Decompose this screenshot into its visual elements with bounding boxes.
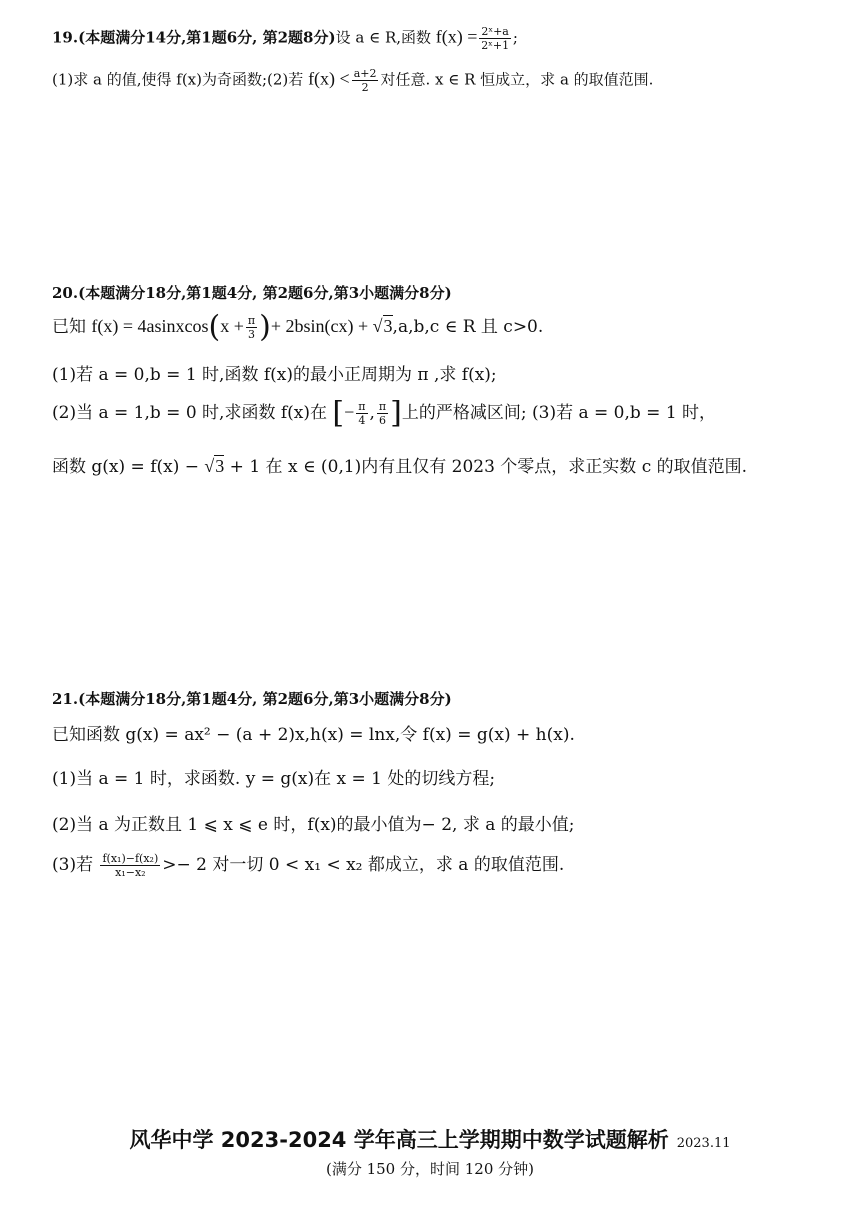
q21-part3 bbox=[52, 850, 564, 878]
q20-pi-num: π bbox=[247, 314, 256, 327]
q21-header: 21.(本题满分18分,第1题4分, 第2题6分,第3小题满分8分) bbox=[52, 690, 452, 708]
q20-interval-right-num: π bbox=[378, 400, 387, 413]
q21-fraction-denominator: x₁−x₂ bbox=[115, 866, 146, 879]
q19-header-line bbox=[52, 26, 518, 51]
q20-interval-right-den: 6 bbox=[379, 414, 387, 427]
q21-part3-b: >− 2 对一切 0 < x₁ < x₂ 都成立，求 a 的取值范围. bbox=[162, 855, 565, 875]
q19-bound-denominator: 2 bbox=[361, 81, 369, 94]
q20-pi-third bbox=[246, 315, 257, 340]
q19-intro-end: ; bbox=[512, 28, 518, 47]
q19-header: 19.(本题满分14分,第1题6分, 第2题8分) bbox=[52, 28, 336, 47]
q19-bound-fraction bbox=[352, 68, 379, 93]
q20-part3 bbox=[52, 452, 747, 477]
q20-given-sqrt: 3 bbox=[383, 316, 393, 336]
minus-sign: − bbox=[344, 402, 355, 422]
q20-given-rest: + 2bsin(cx) + bbox=[270, 316, 373, 336]
left-paren: ( bbox=[208, 309, 221, 345]
right-paren: ) bbox=[259, 309, 271, 345]
q19-line2-b: 对任意. x ∈ R 恒成立，求 a 的取值范围. bbox=[380, 70, 654, 89]
sqrt-icon: √ bbox=[372, 316, 383, 336]
q20-part3-a: 函数 g(x) = f(x) − bbox=[52, 457, 205, 477]
q21-part2: (2)当 a 为正数且 1 ⩽ x ⩽ e 时，f(x)的最小值为− 2, 求 a 的最小值; bbox=[52, 815, 575, 835]
q19-fx-lhs: f(x) = bbox=[435, 26, 478, 47]
q20-interval-right bbox=[377, 401, 388, 426]
q19-line2-fx: f(x) < bbox=[308, 68, 350, 89]
q20-part1: (1)若 a = 0,b = 1 时,函数 f(x)的最小正周期为 π ,求 f(x); bbox=[52, 365, 497, 385]
sqrt-icon: √ bbox=[204, 456, 215, 476]
q21-part3-a: (3)若 bbox=[52, 855, 99, 875]
q19-line2 bbox=[52, 68, 653, 93]
q20-pi-den: 3 bbox=[248, 328, 256, 341]
q20-interval-left bbox=[356, 401, 367, 426]
exam-title-line bbox=[0, 1124, 860, 1154]
q20-part3-b: + 1 在 x ∈ (0‚1)内有且仅有 2023 个零点，求正实数 c 的取值范围. bbox=[224, 457, 748, 477]
q19-bound-numerator: a+2 bbox=[353, 67, 377, 80]
left-bracket: [ bbox=[332, 395, 345, 431]
q20-given-a: 已知 bbox=[52, 317, 92, 337]
q21-difference-quotient bbox=[100, 853, 160, 878]
q19-fraction-numerator: 2ˣ+a bbox=[481, 25, 509, 38]
exam-title: 风华中学 2023-2024 学年高三上学期期中数学试题解析 bbox=[129, 1128, 669, 1152]
q19-intro: 设 a ∈ R,函数 bbox=[335, 28, 436, 47]
comma: , bbox=[369, 403, 375, 423]
q20-header: 20.(本题满分18分,第1题4分, 第2题6分,第3小题满分8分) bbox=[52, 284, 452, 302]
q20-given-tail: ,a,b,c ∈ R 且 c>0. bbox=[392, 317, 544, 337]
exam-date: 2023.11 bbox=[676, 1136, 731, 1151]
q20-part2-a: (2)当 a = 1,b = 0 时,求函数 f(x)在 bbox=[52, 403, 333, 423]
q20-interval-left-num: π bbox=[358, 400, 366, 413]
right-bracket: ] bbox=[390, 395, 402, 431]
q21-part1: (1)当 a = 1 时，求函数. y = g(x)在 x = 1 处的切线方程; bbox=[52, 769, 496, 789]
exam-subtitle: (满分 150 分，时间 120 分钟) bbox=[325, 1160, 535, 1178]
q20-given-inner-x: x + bbox=[220, 316, 244, 336]
q20-interval-left-den: 4 bbox=[358, 414, 366, 427]
q19-line2-a: (1)求 a 的值,使得 f(x)为奇函数;(2)若 bbox=[52, 70, 309, 89]
q20-part2 bbox=[52, 395, 717, 431]
q20-given bbox=[52, 309, 544, 345]
q19-fraction-denominator: 2ˣ+1 bbox=[481, 39, 510, 52]
q19-fraction bbox=[479, 26, 510, 51]
q21-fraction-numerator: f(x₁)−f(x₂) bbox=[102, 852, 159, 865]
q20-given-fx: f(x) = 4asinxcos bbox=[91, 316, 209, 336]
q20-part3-sqrt: 3 bbox=[215, 456, 225, 476]
q20-part2-b: 上的严格减区间; (3)若 a = 0,b = 1 时， bbox=[401, 403, 717, 423]
q21-given: 已知函数 g(x) = ax² − (a + 2)x,h(x) = lnx,令 f(x) = g(x) + h(x). bbox=[52, 725, 575, 745]
